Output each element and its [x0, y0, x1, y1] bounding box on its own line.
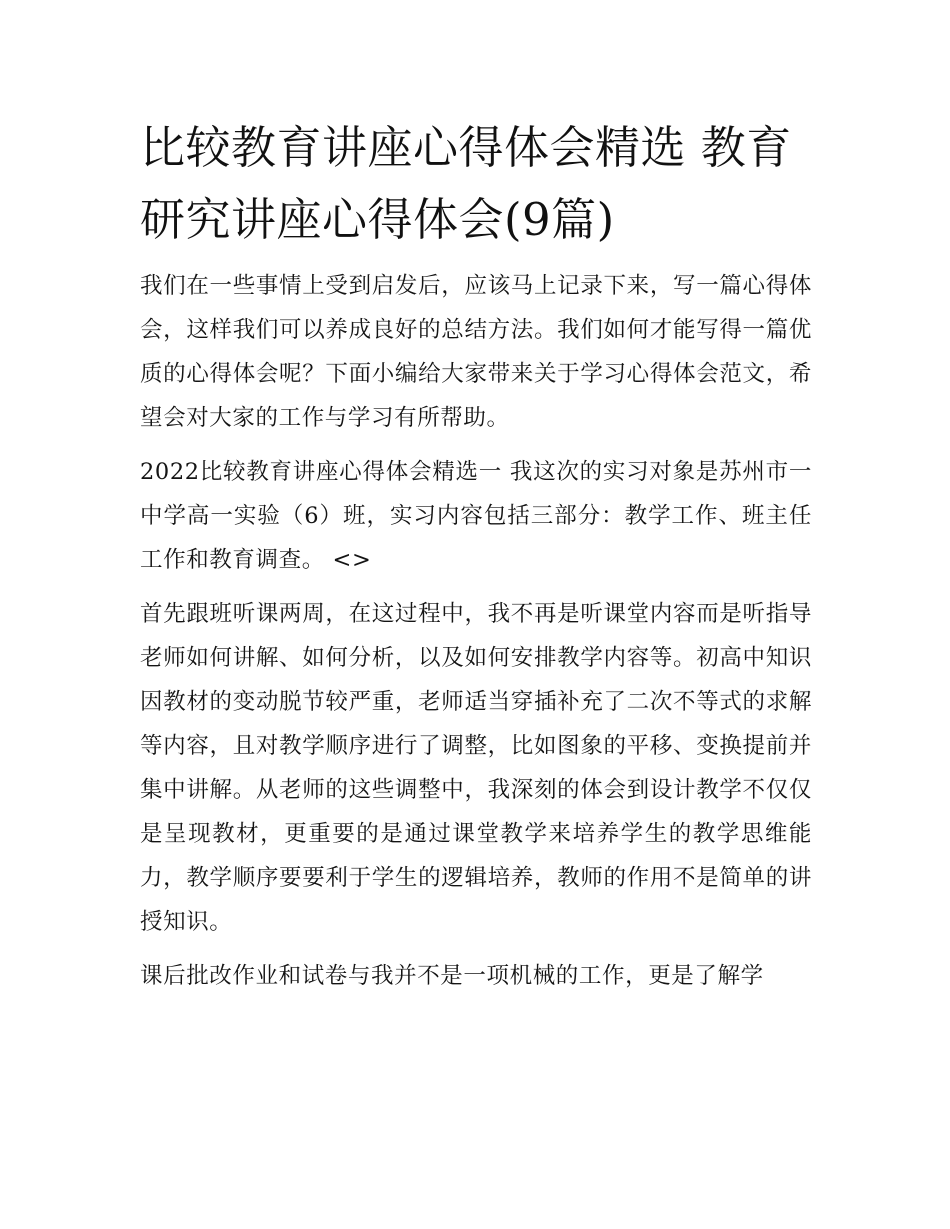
document-title: 比较教育讲座心得体会精选 教育研究讲座心得体会(9篇): [140, 121, 792, 246]
paragraph-observation: 首先跟班听课两周，在这过程中，我不再是听课堂内容而是听指导老师如何讲解、如何分析，以及如何安排教学内容等。初高中知识因教材的变动脱节较严重，老师适当穿插补充了二次不等式的求解等内容，且对教学顺序进行了调整，比如图象的平移、变换提前并集中讲解。从老师的这些调整中，我深刻的体会到设计教学不仅仅是呈现教材，更重要的是通过课堂教学来培养学生的教学思维能力，教学顺序要要利于学生的逻辑培养，教师的作用不是简单的讲授知识。: [140, 601, 812, 935]
paragraph-intro: 我们在一些事情上受到启发后，应该马上记录下来，写一篇心得体会，这样我们可以养成良好的总结方法。我们如何才能写得一篇优质的心得体会呢？下面小编给大家带来关于学习心得体会范文，希望会对大家的工作与学习有所帮助。: [140, 273, 812, 431]
paragraph-grading: 课后批改作业和试卷与我并不是一项机械的工作，更是了解学: [140, 963, 764, 989]
document-page: [140, 112, 812, 1008]
paragraph-internship: 2022比较教育讲座心得体会精选一 我这次的实习对象是苏州市一中学高一实验（6）班，实习内容包括三部分：教学工作、班主任工作和教育调查。 <>: [140, 459, 812, 573]
